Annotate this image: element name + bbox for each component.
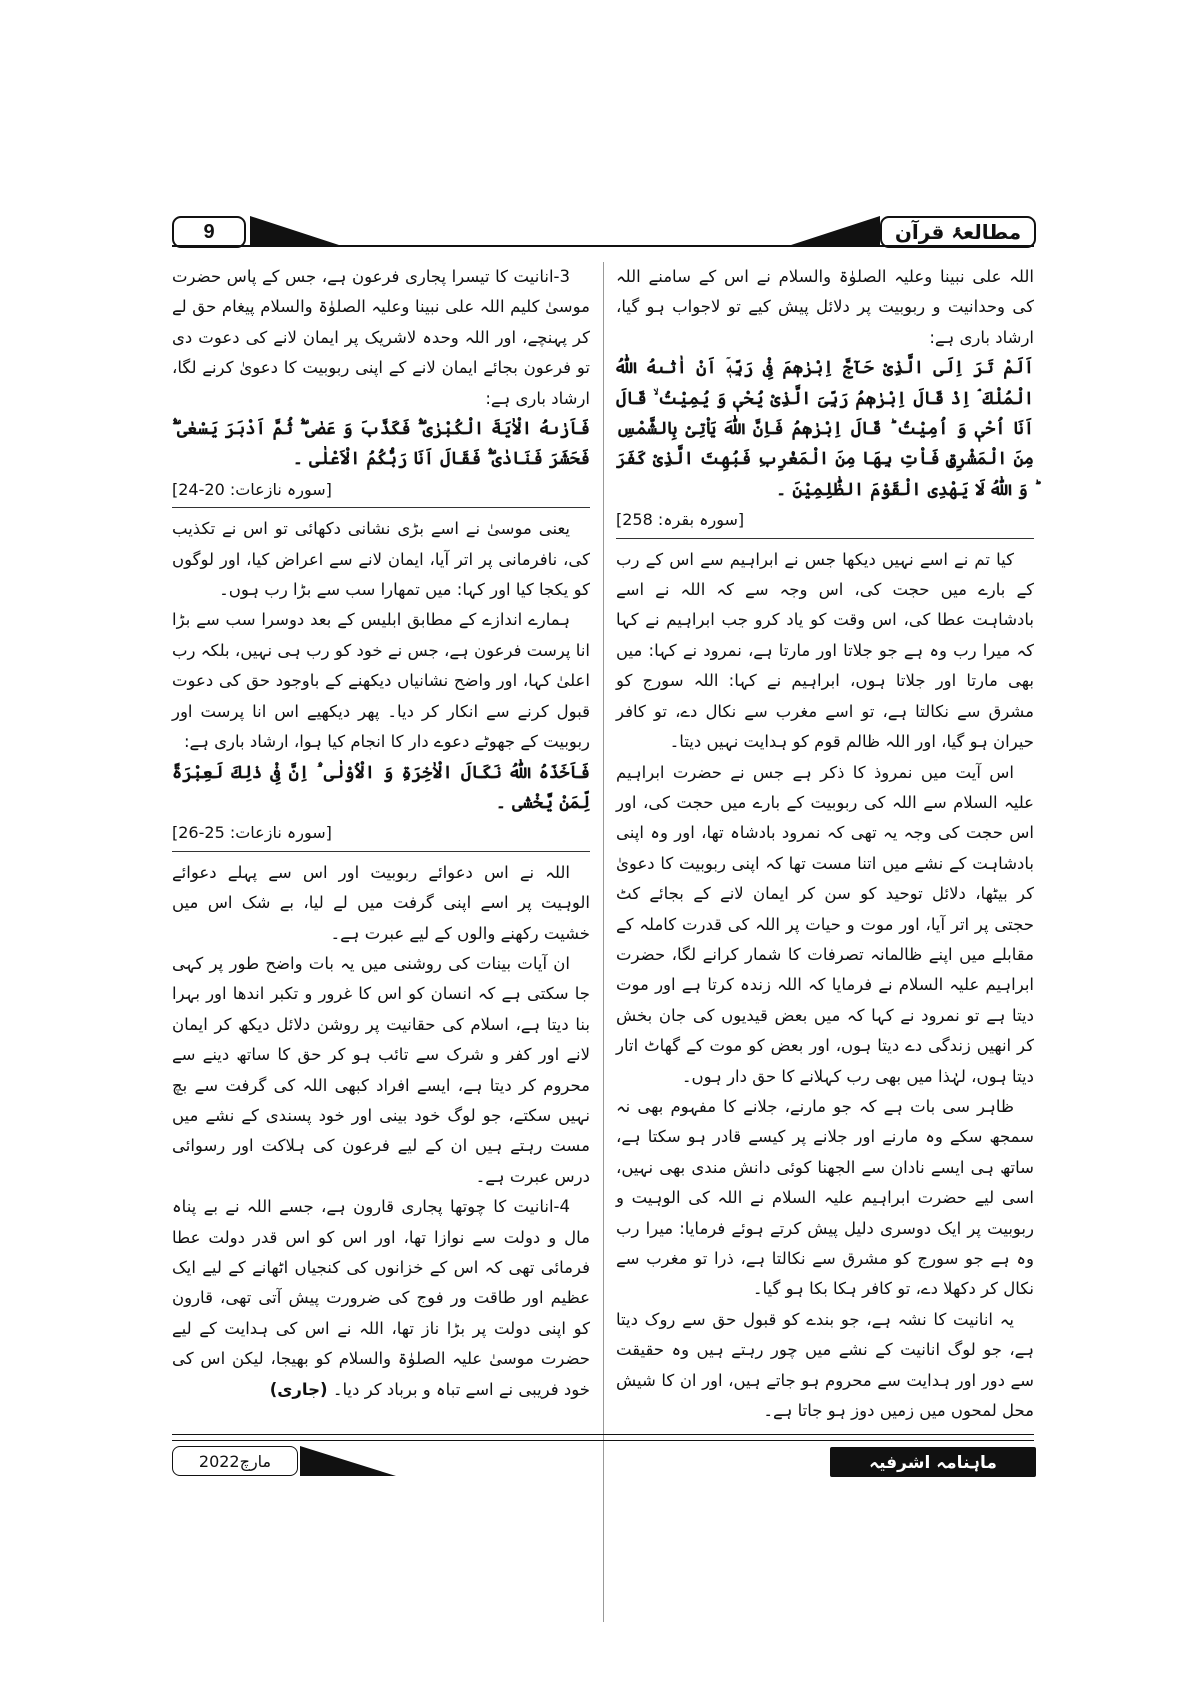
paragraph: یہ انانیت کا نشہ ہے، جو بندے کو قبول حق سے روک دیتا ہے، جو لوگ انانیت کے نشے میں چور رہتے ہیں وہ حقیقت سے دور اور ہدایت سے محروم ہو جاتے ہیں، اور ان کا شیش محل لمحوں میں زمیں دوز ہو جاتا ہے۔ [616,1309,1034,1421]
footer-left-wedge [300,1444,396,1478]
continued-marker: (جاری) [269,1379,328,1399]
paragraph: یعنی موسیٰ نے اسے بڑی نشانی دکھائی تو اس نے تکذیب کی، نافرمانی پر اتر آیا، ایمان لانے سے اعراض کیا، اور لوگوں کو یکجا کیا اور کہا: میں تمھارا سب سے بڑا رب ہوں۔ [172,519,590,600]
quran-verse: فَاَخَذَهُ اللّٰهُ نَكَالَ الْاٰخِرَةِ وَ الْاُوْلٰی ۫ؕ اِنَّ فِیْ ذٰلِكَ لَعِبْرَةً لِّمَنْ یَّخْشٰی ۔ [172,762,590,813]
header-left-wedge [250,214,342,248]
left-column [172,262,590,1405]
paragraph: ان آیات بینات کی روشنی میں یہ بات واضح طور پر کہی جا سکتی ہے کہ انسان کو اس کا غرور و تکبر اندھا اور بہرا بنا دیتا ہے، اسلام کی حقانیت پر روشن دلائل دیکھ کر ایمان لانے اور کفر و شرک سے تائب ہو کر حق کا ساتھ دینے سے محروم کر دیتا ہے، ایسے افراد کبھی اللہ کی گرفت سے بچ نہیں سکتے، جو لوگ خود بینی اور خود پسندی کے نشے میں مست رہتے ہیں ان کے لیے فرعون کی ہلاکت اور رسوائی درس عبرت ہے۔ [172,953,590,1186]
paragraph: ظاہر سی بات ہے کہ جو مارنے، جلانے کا مفہوم بھی نہ سمجھ سکے وہ مارنے اور جلانے پر کیسے قادر ہو سکتا ہے، ساتھ ہی ایسے نادان سے الجھنا کوئی دانش مندی بھی نہیں، اسی لیے حضرت ابراہیم علیہ السلام نے اللہ کی الوہیت و ربوبیت پر ایک دوسری دلیل پیش کرتے ہوئے فرمایا: میرا رب وہ ہے جو سورج کو مشرق سے نکالتا ہے، ذرا تو مغرب سے نکال کر دکھلا دے، تو کافر ہکا بکا ہو گیا۔ [616,1096,1034,1299]
paragraph [172,1192,590,1405]
paragraph: اللہ نے اس دعوائے ربوبیت اور اس سے پہلے دعوائے الوہیت پر اسے اپنی گرفت میں لے لیا، بے شک اس میں خشیت رکھنے والوں کے لیے عبرت ہے۔ [172,862,590,943]
verse-reference: [سورہ نازعات: 25-26] [172,818,590,851]
verse-reference: [سورہ بقرہ: 258] [616,505,1034,538]
quran-verse: اَلَمْ تَرَ اِلَى الَّذِیْ حَآجَّ اِبْرٰهٖمَ فِیْ رَبِّهٖۤ اَنْ اٰتٰىهُ اللّٰهُ الْمُلْكَ ۘ اِذْ قَالَ اِبْرٰهٖمُ رَبِّیَ الَّذِیْ یُحْیٖ وَ یُمِیْتُ ۙ قَالَ اَنَا اُحْیٖ وَ اُمِیْتُ ؕ قَالَ اِبْرٰهٖمُ فَاِنَّ اللّٰهَ یَاْتِیْ بِالشَّمْسِ مِنَ الْمَشْرِقِ فَاْتِ بِهَا مِنَ الْمَغْرِبِ فَبُهِتَ الَّذِیْ كَفَرَ ؕ وَ اللّٰهُ لَا یَهْدِی الْقَوْمَ الظّٰلِمِیْنَ ۔ [616,358,1034,500]
paragraph: کیا تم نے اسے نہیں دیکھا جس نے ابراہیم سے اس کے رب کے بارے میں حجت کی، اس وجہ سے کہ اللہ نے اسے بادشاہت عطا کی، اس وقت کو یاد کرو جب ابراہیم نے کہا کہ میرا رب وہ ہے جو جلاتا اور مارتا ہے، نمرود نے کہا: میں بھی مارتا اور جلاتا ہوں، ابراہیم نے کہا: اللہ سورج کو مشرق سے نکالتا ہے، تو اسے مغرب سے نکال دے، تو کافر حیران ہو گیا، اور اللہ ظالم قوم کو ہدایت نہیں دیتا۔ [616,549,1034,752]
verse-reference: [سورہ نازعات: 20-24] [172,475,590,508]
section-title: مطالعۂ قرآن [880,216,1036,248]
column-divider [603,262,604,1622]
quran-verse: فَاَرٰىهُ الْاٰیَةَ الْكُبْرٰی ۫ۖ فَكَذَّبَ وَ عَصٰی ۫ۖ ثُمَّ اَدْبَرَ یَسْعٰی ۫ۖ فَحَشَرَ فَنَادٰی ۫ۖ فَقَالَ اَنَا رَبُّكُمُ الْاَعْلٰی ۔ [172,419,590,470]
header-right-wedge [788,214,880,248]
magazine-name: ماہنامہ اشرفیہ [830,1447,1036,1477]
paragraph: اللہ علی نبینا وعلیہ الصلوٰۃ والسلام نے اس کے سامنے اللہ کی وحدانیت و ربوبیت پر دلائل پیش کیے تو لاجواب ہو گیا، ارشاد باری ہے: [616,267,1034,347]
right-column [616,262,1034,1426]
footer-rule-secondary [172,1440,1034,1441]
issue-date: مارچ2022 [172,1446,298,1476]
page-number: 9 [172,216,246,248]
paragraph: 3-انانیت کا تیسرا پجاری فرعون ہے، جس کے پاس حضرت موسیٰ کلیم اللہ علی نبینا وعلیہ الصلوٰۃ والسلام پیغام حق لے کر پہنچے، اور اللہ وحدہ لاشریک پر ایمان لانے کی دعوت دی تو فرعون بجائے ایمان لانے کے اپنی ربوبیت کا دعویٰ کرنے لگا، ارشاد باری ہے: [172,267,590,408]
paragraph: اس آیت میں نمروذ کا ذکر ہے جس نے حضرت ابراہیم علیہ السلام سے اللہ کی ربوبیت کے بارے میں حجت کی، اور اس حجت کی وجہ یہ تھی کہ نمرود بادشاہ تھا، اور وہ اپنی بادشاہت کے نشے میں اتنا مست تھا کہ اپنی ربوبیت کا دعویٰ کر بیٹھا، دلائل توحید کو سن کر ایمان لانے کے بجائے کٹ حجتی پر اتر آیا، اور موت و حیات پر اللہ کی قدرت کاملہ کے مقابلے میں اپنے ظالمانہ تصرفات کا شمار کرانے لگا، حضرت ابراہیم علیہ السلام نے فرمایا کہ اللہ زندہ کرتا ہے اور موت دیتا ہے تو نمرود نے کہا کہ میں بعض قیدیوں کی جان بخش کر انھیں زندگی دے دیتا ہوں، اور بعض کو موت کے گھاٹ اتار دیتا ہوں، لہٰذا میں بھی رب کہلانے کا حق دار ہوں۔ [616,762,1034,1086]
paragraph-text: 4-انانیت کا چوتھا پجاری قارون ہے، جسے اللہ نے بے پناہ مال و دولت سے نوازا تھا، اور اس کو اس قدر دولت عطا فرمائی تھی کہ اس کے خزانوں کی کنجیاں اٹھانے کے لیے ایک عظیم اور طاقت ور فوج کی ضرورت پیش آتی تھی، قارون کو اپنی دولت پر بڑا ناز تھا، اللہ نے اس کی ہدایت کے لیے حضرت موسیٰ علیہ الصلوٰۃ والسلام کو بھیجا، لیکن اس کی خود فریبی نے اسے تباہ و برباد کر دیا۔ [172,1197,590,1399]
paragraph: ہمارے اندازے کے مطابق ابلیس کے بعد دوسرا سب سے بڑا انا پرست فرعون ہے، جس نے خود کو رب ہی نہیں، بلکہ رب اعلیٰ کہا، اور واضح نشانیاں دیکھنے کے باوجود حق کی دعوت قبول کرنے سے انکار کر دیا۔ پھر دیکھیے اس انا پرست اور ربوبیت کے جھوٹے دعوے دار کا انجام کیا ہوا، ارشاد باری ہے: [172,610,590,752]
footer-rule [172,1434,1034,1435]
